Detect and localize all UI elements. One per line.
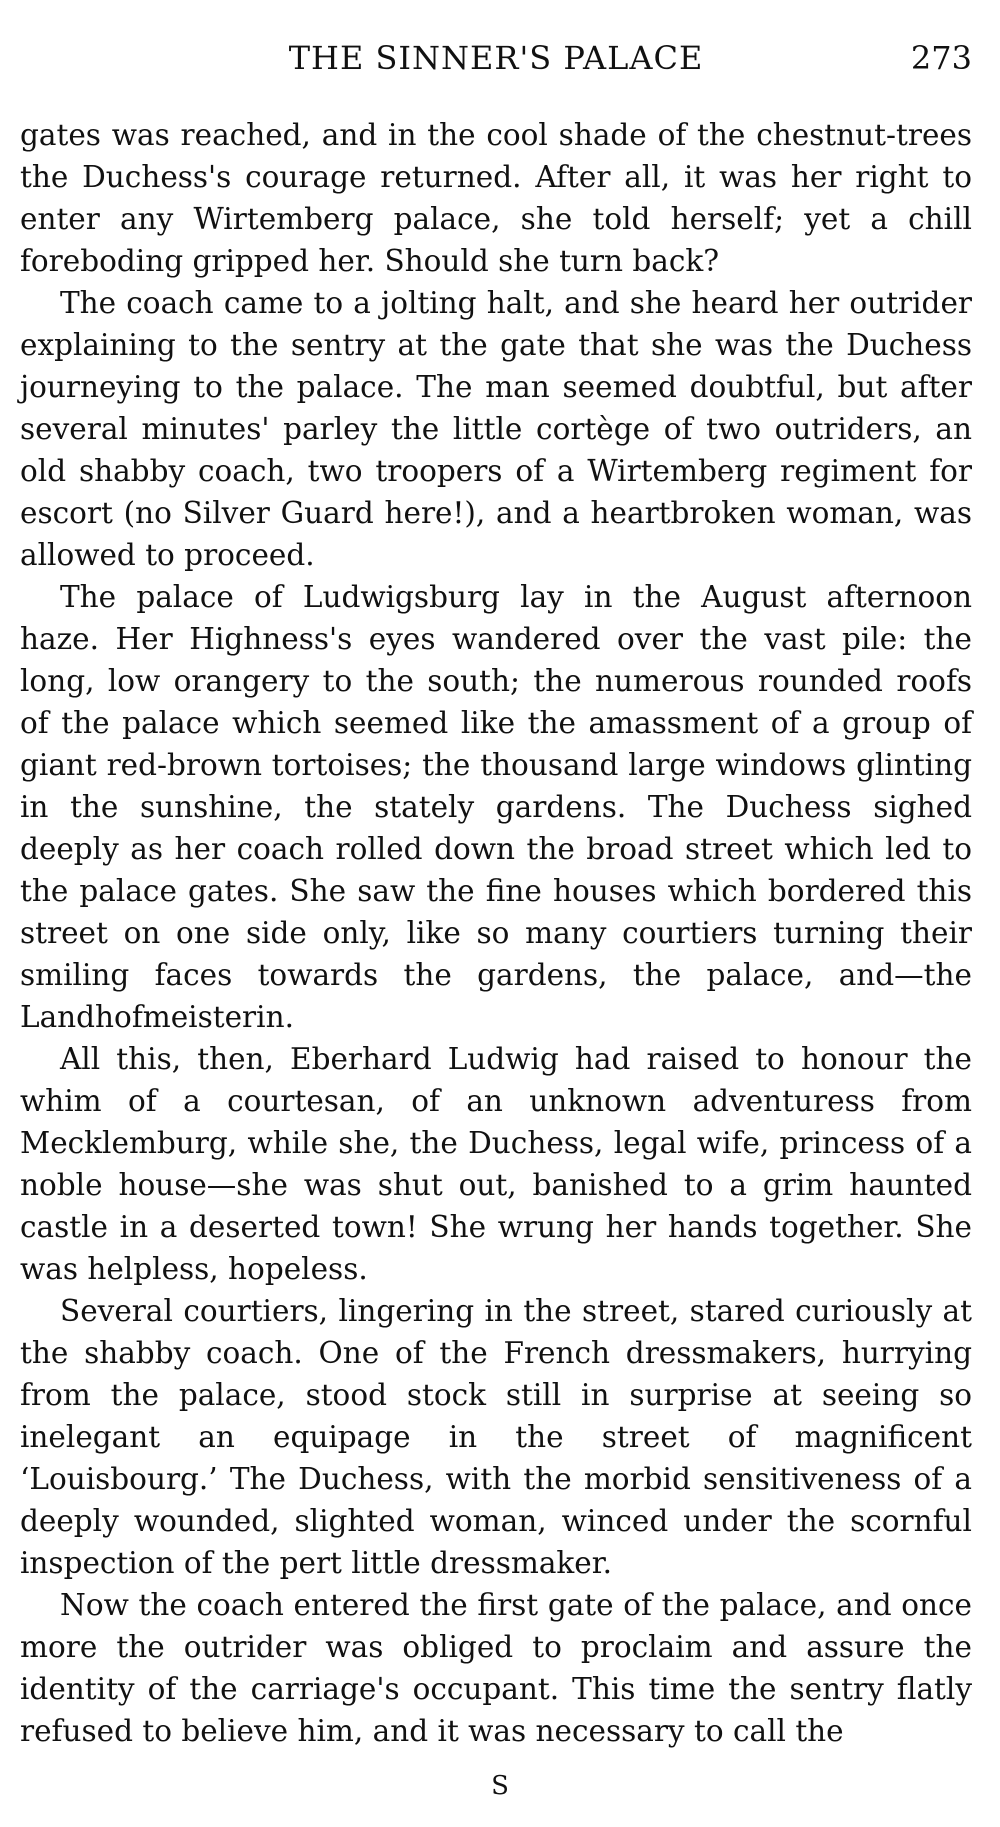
paragraph: Now the coach entered the first gate of the palace, and once more the outrider was obliged to proclaim and assure the identity of the carriage's occupant. This time the sentry flatly refused to believe him, and it was necessary to call the (20, 1588, 972, 1748)
body-text (20, 114, 972, 1752)
paragraph: The palace of Ludwigsburg lay in the August afternoon haze. Her Highness's eyes wandered over the vast pile: the long, low orangery to the south; the numerous rounded roofs of the palace which seemed like the amassment of a group of giant red-brown tortoises; the thousand large windows glinting in the sunshine, the stately gardens. The Duchess sighed deeply as her coach rolled down the broad street which led to the palace gates. She saw the fine houses which bordered this street on one side only, like so many courtiers turning their smiling faces towards the gardens, the palace, and—the Landhofmeisterin. (20, 580, 972, 1034)
paragraph: The coach came to a jolting halt, and she heard her outrider explaining to the sentry at the gate that she was the Duchess journeying to the palace. The man seemed doubtful, but after several minutes' parley the little cortège of two outriders, an old shabby coach, two troopers of a Wirtemberg regiment for escort (no Silver Guard here!), and a heartbroken woman, was allowed to proceed. (20, 286, 972, 572)
signature-mark: S (491, 1771, 509, 1801)
paragraph: Several courtiers, lingering in the street, stared curiously at the shabby coach. One of the French dressmakers, hurrying from the palace, stood stock still in surprise at seeing so inelegant an equipage in the street of magnificent ‘Louisbourg.’ The Duchess, with the morbid sensitiveness of a deeply wounded, slighted woman, winced under the scornful inspection of the pert little dressmaker. (20, 1294, 972, 1580)
paragraph: All this, then, Eberhard Ludwig had raised to honour the whim of a courtesan, of an unknown adventuress from Mecklemburg, while she, the Duchess, legal wife, princess of a noble house—she was shut out, banished to a grim haunted castle in a deserted town! She wrung her hands together. She was helpless, hopeless. (20, 1042, 972, 1286)
running-title: THE SINNER'S PALACE (288, 39, 704, 77)
page-header (20, 34, 972, 82)
paragraph: gates was reached, and in the cool shade of the chestnut-trees the Duchess's courage returned. After all, it was her right to enter any Wirtemberg palace, she told herself; yet a chill foreboding gripped her. Should she turn back? (20, 118, 972, 278)
page-number: 273 (910, 39, 972, 77)
